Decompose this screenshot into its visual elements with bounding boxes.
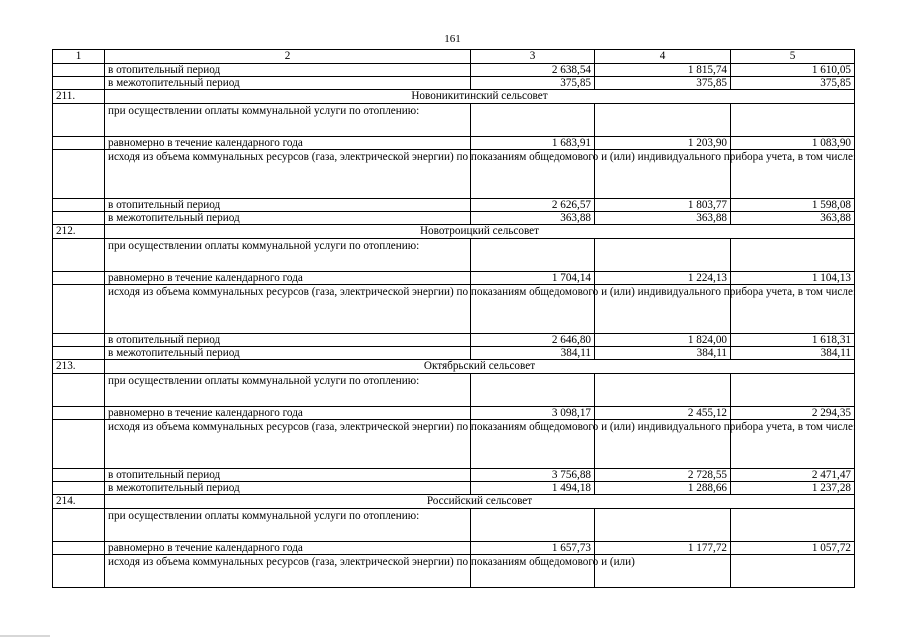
table-row bbox=[53, 212, 855, 225]
value-col-3: 384,11 bbox=[471, 347, 595, 360]
value-col-4: 375,85 bbox=[595, 77, 731, 90]
table-row bbox=[53, 469, 855, 482]
row-label: в межотопительный период bbox=[105, 347, 471, 360]
page-number: 161 bbox=[444, 33, 461, 45]
row-label: равномерно в течение календарного года bbox=[105, 272, 471, 285]
table-body bbox=[53, 50, 855, 588]
row-number bbox=[53, 64, 105, 77]
value-col-3: 1 657,73 bbox=[471, 542, 595, 555]
value-col-4: 1 224,13 bbox=[595, 272, 731, 285]
row-number bbox=[53, 334, 105, 347]
row-number bbox=[53, 212, 105, 225]
value-col-3: 2 638,54 bbox=[471, 64, 595, 77]
row-number bbox=[53, 420, 105, 469]
row-label: исходя из объема коммунальных ресурсов (газа, электрической энергии) по показаниям общедомового и (или) индивидуального прибора учета, в том числе: bbox=[105, 420, 471, 469]
row-number bbox=[53, 150, 105, 199]
table-row bbox=[53, 347, 855, 360]
table-row bbox=[53, 77, 855, 90]
value-col-3 bbox=[471, 104, 595, 137]
row-number bbox=[53, 285, 105, 334]
row-number bbox=[53, 199, 105, 212]
row-number bbox=[53, 469, 105, 482]
row-label: в межотопительный период bbox=[105, 482, 471, 495]
section-row bbox=[53, 90, 855, 104]
value-col-5: 363,88 bbox=[731, 212, 855, 225]
value-col-3: 363,88 bbox=[471, 212, 595, 225]
value-col-5: 1 598,08 bbox=[731, 199, 855, 212]
table-header-row bbox=[53, 50, 855, 64]
table-row bbox=[53, 482, 855, 495]
row-label: при осуществлении оплаты коммунальной услуги по отоплению: bbox=[105, 374, 471, 407]
row-label: равномерно в течение календарного года bbox=[105, 137, 471, 150]
value-col-5: 2 471,47 bbox=[731, 469, 855, 482]
row-number bbox=[53, 77, 105, 90]
value-col-5: 1 104,13 bbox=[731, 272, 855, 285]
row-number bbox=[53, 104, 105, 137]
row-number bbox=[53, 374, 105, 407]
row-label: равномерно в течение календарного года bbox=[105, 542, 471, 555]
value-col-4: 2 455,12 bbox=[595, 407, 731, 420]
row-label: при осуществлении оплаты коммунальной услуги по отоплению: bbox=[105, 509, 471, 542]
section-row bbox=[53, 225, 855, 239]
value-col-5 bbox=[731, 509, 855, 542]
value-col-3: 2 646,80 bbox=[471, 334, 595, 347]
value-col-4 bbox=[595, 239, 731, 272]
row-label: в межотопительный период bbox=[105, 212, 471, 225]
section-row bbox=[53, 360, 855, 374]
value-col-5: 1 618,31 bbox=[731, 334, 855, 347]
table-row bbox=[53, 272, 855, 285]
value-col-4: 2 728,55 bbox=[595, 469, 731, 482]
row-number bbox=[53, 137, 105, 150]
value-col-3: 1 704,14 bbox=[471, 272, 595, 285]
value-col-4: 1 177,72 bbox=[595, 542, 731, 555]
value-col-5: 384,11 bbox=[731, 347, 855, 360]
table-row bbox=[53, 509, 855, 542]
value-col-4: 363,88 bbox=[595, 212, 731, 225]
table-row bbox=[53, 137, 855, 150]
row-number bbox=[53, 509, 105, 542]
table-row bbox=[53, 407, 855, 420]
value-col-4: 1 803,77 bbox=[595, 199, 731, 212]
section-title: Российский сельсовет bbox=[105, 495, 855, 509]
row-label: при осуществлении оплаты коммунальной услуги по отоплению: bbox=[105, 239, 471, 272]
value-col-3: 3 098,17 bbox=[471, 407, 595, 420]
header-col-1: 1 bbox=[53, 50, 105, 64]
row-number bbox=[53, 272, 105, 285]
value-col-5 bbox=[731, 374, 855, 407]
section-title: Новотроицкий сельсовет bbox=[105, 225, 855, 239]
row-label: исходя из объема коммунальных ресурсов (газа, электрической энергии) по показаниям общедомового и (или) индивидуального прибора учета, в том числе: bbox=[105, 285, 471, 334]
table-row bbox=[53, 334, 855, 347]
table-row bbox=[53, 374, 855, 407]
value-col-4: 1 824,00 bbox=[595, 334, 731, 347]
table-row bbox=[53, 199, 855, 212]
value-col-5 bbox=[731, 555, 855, 588]
value-col-5: 1 057,72 bbox=[731, 542, 855, 555]
tariff-table bbox=[52, 49, 855, 588]
value-col-3: 2 626,57 bbox=[471, 199, 595, 212]
value-col-5 bbox=[731, 239, 855, 272]
row-label: в отопительный период bbox=[105, 469, 471, 482]
row-number: 211. bbox=[53, 90, 105, 104]
value-col-4 bbox=[595, 104, 731, 137]
value-col-4 bbox=[595, 374, 731, 407]
row-label: в межотопительный период bbox=[105, 77, 471, 90]
header-col-4: 4 bbox=[595, 50, 731, 64]
table-row bbox=[53, 555, 855, 588]
row-number bbox=[53, 555, 105, 588]
row-number bbox=[53, 347, 105, 360]
row-label: исходя из объема коммунальных ресурсов (газа, электрической энергии) по показаниям общедомового и (или) индивидуального прибора учета, в том числе: bbox=[105, 150, 471, 199]
row-number: 212. bbox=[53, 225, 105, 239]
table-row bbox=[53, 104, 855, 137]
value-col-3 bbox=[471, 509, 595, 542]
value-col-5: 1 610,05 bbox=[731, 64, 855, 77]
header-col-3: 3 bbox=[471, 50, 595, 64]
row-label: в отопительный период bbox=[105, 334, 471, 347]
value-col-5: 1 083,90 bbox=[731, 137, 855, 150]
value-col-3 bbox=[471, 239, 595, 272]
table-row bbox=[53, 150, 855, 199]
table-row bbox=[53, 64, 855, 77]
row-label: исходя из объема коммунальных ресурсов (газа, электрической энергии) по показаниям общедомового и (или) bbox=[105, 555, 471, 588]
value-col-3 bbox=[471, 374, 595, 407]
row-number bbox=[53, 482, 105, 495]
value-col-5: 1 237,28 bbox=[731, 482, 855, 495]
value-col-3: 1 683,91 bbox=[471, 137, 595, 150]
row-label: равномерно в течение календарного года bbox=[105, 407, 471, 420]
value-col-5: 2 294,35 bbox=[731, 407, 855, 420]
value-col-5: 375,85 bbox=[731, 77, 855, 90]
table-row bbox=[53, 239, 855, 272]
header-col-5: 5 bbox=[731, 50, 855, 64]
row-number: 213. bbox=[53, 360, 105, 374]
section-title: Октябрьский сельсовет bbox=[105, 360, 855, 374]
row-label: при осуществлении оплаты коммунальной услуги по отоплению: bbox=[105, 104, 471, 137]
header-col-2: 2 bbox=[105, 50, 471, 64]
table-row bbox=[53, 542, 855, 555]
value-col-4: 1 815,74 bbox=[595, 64, 731, 77]
row-label: в отопительный период bbox=[105, 199, 471, 212]
value-col-5 bbox=[731, 104, 855, 137]
row-number: 214. bbox=[53, 495, 105, 509]
section-title: Новоникитинский сельсовет bbox=[105, 90, 855, 104]
row-number bbox=[53, 542, 105, 555]
value-col-3: 3 756,88 bbox=[471, 469, 595, 482]
section-row bbox=[53, 495, 855, 509]
table-row bbox=[53, 420, 855, 469]
row-number bbox=[53, 407, 105, 420]
value-col-3: 1 494,18 bbox=[471, 482, 595, 495]
value-col-4 bbox=[595, 509, 731, 542]
value-col-4: 1 203,90 bbox=[595, 137, 731, 150]
value-col-3: 375,85 bbox=[471, 77, 595, 90]
row-number bbox=[53, 239, 105, 272]
scan-edge-mark bbox=[0, 635, 50, 637]
value-col-4: 1 288,66 bbox=[595, 482, 731, 495]
row-label: в отопительный период bbox=[105, 64, 471, 77]
table-row bbox=[53, 285, 855, 334]
value-col-4: 384,11 bbox=[595, 347, 731, 360]
